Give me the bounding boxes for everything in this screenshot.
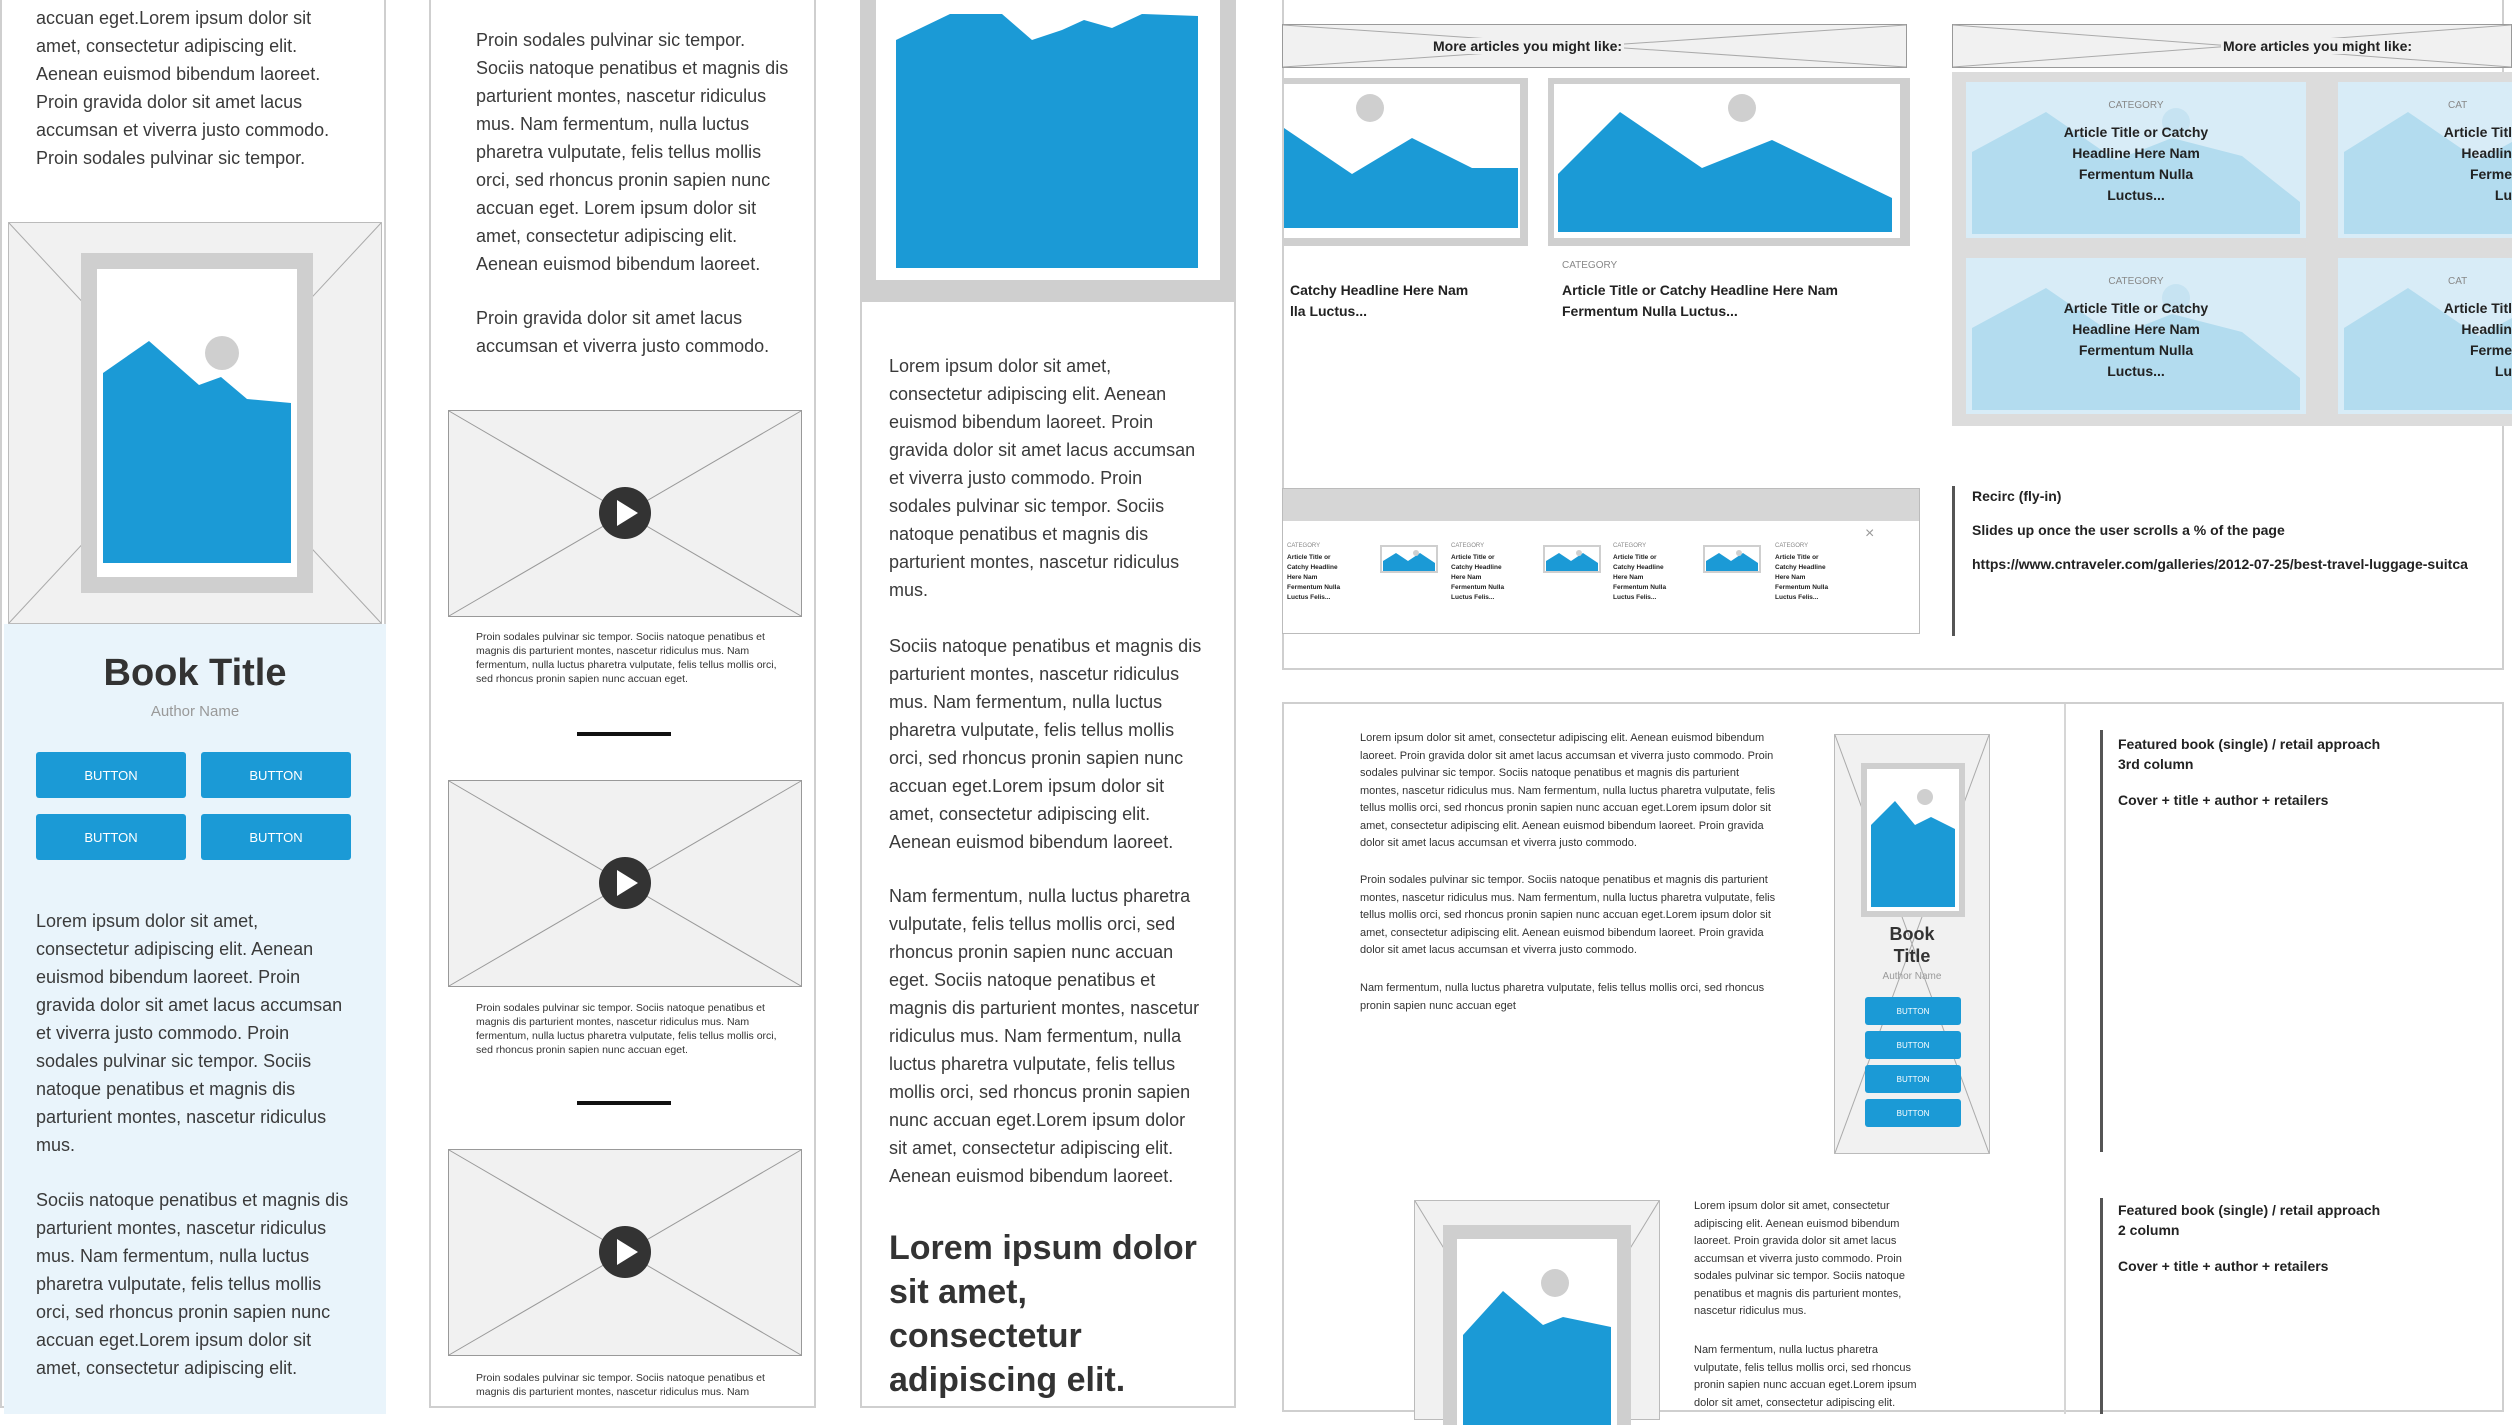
landscape-image-icon [1380, 545, 1438, 573]
intro-text: accuan eget.Lorem ipsum dolor sit amet, consectetur adipiscing elit. Aenean euismod bibendum laoreet. Proin gravida dolor sit amet lacus accumsan et viverra justo commodo. Proin sodales pulvinar sic tempor. [36, 8, 330, 168]
flyin-thumb[interactable] [1703, 545, 1761, 573]
landscape-image-icon [1543, 545, 1601, 573]
recirc-heading-bar-2 [1952, 24, 2512, 68]
book-title: Book Title [103, 652, 287, 694]
annotation-rule-1b [2100, 852, 2103, 1152]
button-2[interactable]: BUTTON [1865, 1031, 1961, 1059]
body-paragraph-1: Lorem ipsum dolor sit amet, consectetur adipiscing elit. Aenean euismod bibendum laoreet. Proin gravida dolor sit amet lacus accumsan et viverra justo commodo. Proin sodales pulvinar sic tempor. Sociis natoque penatibus et magnis dis parturient montes, nascetur ridiculus mus. Nam fermentum, nulla luctus pharetra vulputate, felis tellus mollis orci, sed rhoncus pronin sapien nunc accuan eget.Lorem ipsum dolor sit amet, consectetur adipiscing elit. Aenean euismod bibendum laoreet. Proin gravida dolor sit amet lacus accumsan et viverra justo commodo. [1360, 732, 1776, 849]
video-caption-3: Proin sodales pulvinar sic tempor. Sociis natoque penatibus et magnis dis parturient montes, nascetur ridiculus mus. Nam [476, 1372, 765, 1398]
video-placeholder-1[interactable] [448, 410, 802, 617]
recirc-heading: More articles you might like: [1433, 38, 1623, 54]
featured-panel [1282, 702, 2504, 1412]
grid-card-3[interactable] [1966, 258, 2306, 414]
category-label: CATEGORY [1287, 543, 1321, 549]
annotation-rule-2 [2100, 1198, 2103, 1414]
book-cover-frame [8, 222, 382, 624]
flyin-bar [1282, 488, 1920, 634]
category-label: CAT [2448, 100, 2468, 111]
book-cover-image [1861, 763, 1965, 917]
book-cover-image [81, 253, 313, 593]
grid-card-2[interactable] [2338, 82, 2512, 238]
category-label: CATEGORY [2108, 276, 2164, 287]
featured-note-2-desc: Cover + title + author + retailers [2118, 1258, 2329, 1274]
flyin-top-strip [1283, 489, 1919, 521]
cross-placeholder-lines [449, 411, 801, 616]
article-image-1[interactable] [1282, 78, 1528, 246]
flyin-headline[interactable]: Article Title or Catchy Headline Here Nam Fermentum Nulla Luctus Felis... [1451, 554, 1505, 601]
cross-placeholder-lines [449, 781, 801, 986]
card-headline: Article Title or Catchy Headline Here Nam Fermentum Nulla Luctus... [2063, 124, 2209, 203]
featured-note-1-title: Featured book (single) / retail approach 3rd column [2118, 736, 2381, 772]
section-divider [577, 1101, 671, 1105]
recirc-panel [1282, 0, 2512, 670]
flyin-close-icon[interactable]: × [1865, 525, 1875, 542]
body-paragraph-2: Sociis natoque penatibus et magnis dis parturient montes, nascetur ridiculus mus. Nam fermentum, nulla luctus pharetra vulputate, felis tellus mollis orci, sed rhoncus pronin sapien nunc accuan eget.Lorem ipsum dolor sit amet, consectetur adipiscing elit. Aenean euismod bibendum laoreet. [889, 636, 1202, 852]
button-4[interactable]: BUTTON [201, 814, 351, 860]
body-paragraph-2: Sociis natoque penatibus et magnis dis parturient montes, nascetur ridiculus mus. Nam fermentum, nulla luctus pharetra vulputate, felis tellus mollis orci, sed rhoncus pronin sapien nunc accuan eget.Lorem ipsum dolor sit amet, consectetur adipiscing elit. [36, 1190, 349, 1378]
flyin-headline[interactable]: Article Title or Catchy Headline Here Nam Fermentum Nulla Luctus Felis... [1613, 554, 1667, 601]
headline-wide[interactable]: Article Title or Catchy Headline Here Nam Fermentum Nulla Luctus... [1562, 282, 1838, 319]
column-3-panel [860, 0, 1236, 1408]
button-3[interactable]: BUTTON [1865, 1065, 1961, 1093]
body-paragraph-1: Lorem ipsum dolor sit amet, consectetur adipiscing elit. Aenean euismod bibendum laoreet. Proin gravida dolor sit amet lacus accumsan et viverra justo commodo. Proin sodales pulvinar sic tempor. Sociis natoque penatibus et magnis dis parturient montes, nascetur ridiculus mus. [36, 911, 343, 1155]
grid-card-4[interactable] [2338, 258, 2512, 414]
pull-quote: Lorem ipsum dolor sit amet, consectetur adipiscing elit. [889, 1229, 1197, 1399]
author-name: Author Name [1882, 971, 1942, 982]
flyin-thumb[interactable] [1543, 545, 1601, 573]
video-caption-2: Proin sodales pulvinar sic tempor. Sociis natoque penatibus et magnis dis parturient montes, nascetur ridiculus mus. Nam fermentum, nulla luctus pharetra vulputate, felis tellus mollis orci, sed rhoncus pronin sapien nunc accuan eget. [476, 1002, 777, 1056]
section-divider [577, 732, 671, 736]
landscape-image-icon [81, 253, 313, 593]
recirc-heading-bar-1 [1282, 24, 1907, 68]
category-label: CAT [2448, 276, 2468, 287]
card-headline: Article Title or Catchy Headline Here Nam Fermentum Nulla Luctus... [2063, 300, 2209, 379]
column-2-panel [429, 0, 816, 1408]
recirc-note-title: Recirc (fly-in) [1972, 488, 2062, 504]
flyin-headline[interactable]: Article Title or Catchy Headline Here Nam Fermentum Nulla Luctus Felis... [1287, 554, 1341, 601]
featured-book-card [1834, 734, 1990, 1154]
card-headline: Article Titl Headlin Ferme Lu [2443, 300, 2512, 379]
video-placeholder-2[interactable] [448, 780, 802, 987]
body-paragraph-5: Nam fermentum, nulla luctus pharetra vulputate, felis tellus mollis orci, sed rhoncus pronin sapien nunc accuan eget.Lorem ipsum dolor sit amet, consectetur adipiscing elit. [1694, 1344, 1917, 1409]
category-label: CATEGORY [1613, 543, 1647, 549]
landscape-image-icon [1703, 545, 1761, 573]
flyin-thumb[interactable] [1380, 545, 1438, 573]
category-label: CATEGORY [1775, 543, 1809, 549]
recirc-note-desc: Slides up once the user scrolls a % of the page [1972, 522, 2285, 538]
landscape-image-icon [862, 0, 1234, 302]
featured-note-2-title: Featured book (single) / retail approach 2 column [2118, 1202, 2381, 1238]
column-separator [2064, 704, 2066, 1414]
flyin-headline[interactable]: Article Title or Catchy Headline Here Nam Fermentum Nulla Luctus Felis... [1775, 554, 1829, 601]
body-paragraph-3: Nam fermentum, nulla luctus pharetra vulputate, felis tellus mollis orci, sed rhoncus pronin sapien nunc accuan eget [1360, 982, 1765, 1012]
annotation-rule-1 [2100, 730, 2103, 852]
video-placeholder-3[interactable] [448, 1149, 802, 1356]
hero-image [862, 0, 1234, 302]
button-1[interactable]: BUTTON [1865, 997, 1961, 1025]
recirc-note-url[interactable]: https://www.cntraveler.com/galleries/2012-07-25/best-travel-luggage-suitca [1972, 556, 2468, 572]
landscape-image-icon [1861, 763, 1965, 917]
book-title: Book Title [1889, 924, 1935, 966]
button-1[interactable]: BUTTON [36, 752, 186, 798]
book-cover-frame-2 [1414, 1200, 1660, 1420]
category-label: CATEGORY [1451, 543, 1485, 549]
card-headline: Article Titl Headlin Ferme Lu [2443, 124, 2512, 203]
button-2[interactable]: BUTTON [201, 752, 351, 798]
grid-card-1[interactable] [1966, 82, 2306, 238]
body-paragraph-2: Proin sodales pulvinar sic tempor. Sociis natoque penatibus et magnis dis parturient montes, nascetur ridiculus mus. Nam fermentum, nulla luctus pharetra vulputate, felis tellus mollis orci, sed rhoncus pronin sapien nunc accuan eget.Lorem ipsum dolor sit amet, consectetur adipiscing elit. Aenean euismod bibendum laoreet. Proin gravida dolor sit amet lacus accumsan et viverra justo commodo. [1360, 874, 1776, 956]
annotation-rule [1952, 486, 1955, 636]
landscape-image-icon [1548, 78, 1910, 246]
book-cover-image [1443, 1225, 1631, 1425]
button-4[interactable]: BUTTON [1865, 1099, 1961, 1127]
author-name: Author Name [150, 703, 240, 720]
column-1-panel [0, 0, 386, 1408]
category-label: CATEGORY [2108, 100, 2164, 111]
headline-cut[interactable]: Catchy Headline Here Nam lla Luctus... [1290, 282, 1469, 319]
button-3[interactable]: BUTTON [36, 814, 186, 860]
body-paragraph-2: Proin gravida dolor sit amet lacus accumsan et viverra justo commodo. [476, 308, 770, 356]
article-image-2[interactable] [1548, 78, 1910, 246]
body-paragraph-4: Lorem ipsum dolor sit amet, consectetur adipiscing elit. Aenean euismod bibendum laoreet. Proin gravida dolor sit amet lacus accumsan et viverra justo commodo. Proin sodales pulvinar sic tempor. Sociis natoque penatibus et magnis dis parturient montes, nascetur ridiculus mus. [1694, 1200, 1905, 1317]
featured-note-1-desc: Cover + title + author + retailers [2118, 792, 2329, 808]
landscape-image-icon [1443, 1225, 1631, 1425]
cross-placeholder-lines [449, 1150, 801, 1355]
landscape-image-icon [1282, 78, 1528, 246]
recirc-heading: More articles you might like: [2223, 38, 2413, 54]
body-paragraph-3: Nam fermentum, nulla luctus pharetra vulputate, felis tellus mollis orci, sed rhoncus pronin sapien nunc accuan eget. Sociis natoque penatibus et magnis dis parturient montes, nascetur ridiculus mus. Nam fermentum, nulla luctus pharetra vulputate, felis tellus mollis orci, sed rhoncus pronin sapien nunc accuan eget.Lorem ipsum dolor sit amet, consectetur adipiscing elit. Aenean euismod bibendum laoreet. [889, 886, 1200, 1186]
body-paragraph-1: Proin sodales pulvinar sic tempor. Sociis natoque penatibus et magnis dis parturient montes, nascetur ridiculus mus. Nam fermentum, nulla luctus pharetra vulputate, felis tellus mollis orci, sed rhoncus pronin sapien nunc accuan eget. Lorem ipsum dolor sit amet, consectetur adipiscing elit. Aenean euismod bibendum laoreet. [476, 30, 789, 274]
video-caption-1: Proin sodales pulvinar sic tempor. Sociis natoque penatibus et magnis dis parturient montes, nascetur ridiculus mus. Nam fermentum, nulla luctus pharetra vulputate, felis tellus mollis orci, sed rhoncus pronin sapien nunc accuan eget. [476, 631, 777, 685]
category-label: CATEGORY [1562, 260, 1618, 271]
body-paragraph-1: Lorem ipsum dolor sit amet, consectetur adipiscing elit. Aenean euismod bibendum laoreet. Proin gravida dolor sit amet lacus accumsan et viverra justo commodo. Proin sodales pulvinar sic tempor. Sociis natoque penatibus et magnis dis parturient montes, nascetur ridiculus mus. [889, 356, 1196, 600]
